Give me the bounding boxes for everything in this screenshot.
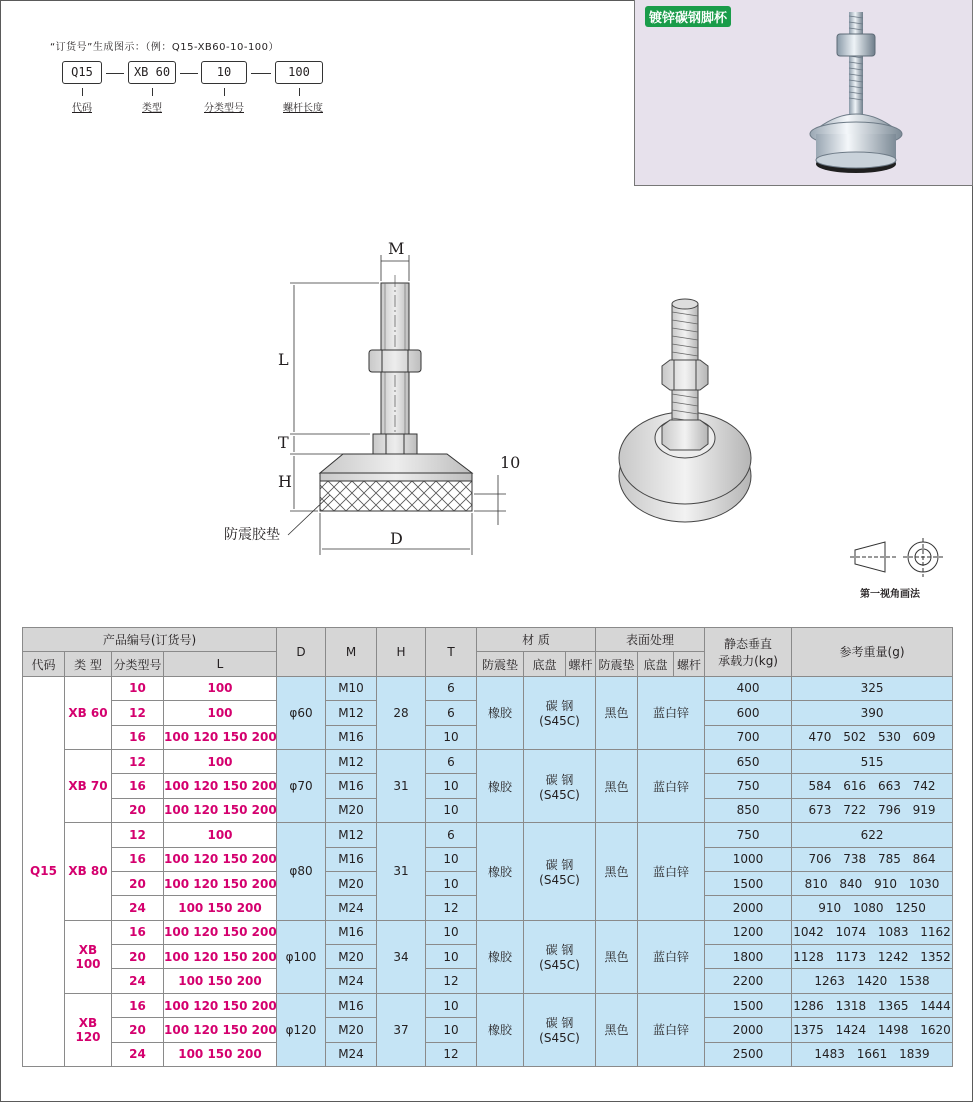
header-surface-pad: 防震垫: [596, 652, 638, 676]
cell-load: 2500: [705, 1042, 792, 1066]
cell-weight: 810 840 910 1030: [792, 871, 953, 895]
table-row: [23, 920, 953, 944]
cell-t: 12: [426, 896, 477, 920]
cell-load: 2000: [705, 896, 792, 920]
cell-l: 100: [164, 749, 277, 773]
header-subtype: 分类型号: [112, 652, 164, 676]
code-label-type: 类型: [142, 103, 162, 114]
cell-weight: 1375 1424 1498 1620: [792, 1018, 953, 1042]
dim-label-l: L: [278, 350, 289, 369]
cell-m: M12: [326, 749, 377, 773]
code-box-subtype: 10: [201, 61, 247, 84]
cell-m: M16: [326, 774, 377, 798]
cell-h: 37: [377, 993, 426, 1066]
cell-l: 100 120 150 200: [164, 798, 277, 822]
cell-material-pad: 橡胶: [477, 993, 524, 1066]
cell-weight: 515: [792, 749, 953, 773]
header-d: D: [277, 628, 326, 677]
cell-load: 750: [705, 774, 792, 798]
cell-d: φ100: [277, 920, 326, 993]
cell-load: 650: [705, 749, 792, 773]
cell-material-pad: 橡胶: [477, 920, 524, 993]
cell-t: 6: [426, 676, 477, 700]
cell-t: 10: [426, 945, 477, 969]
code-label-length: 螺杆长度: [283, 103, 323, 114]
cell-material-pad: 橡胶: [477, 749, 524, 822]
code-dash: [106, 73, 124, 74]
cell-l: 100: [164, 823, 277, 847]
cell-material-pad: 橡胶: [477, 823, 524, 921]
spec-table-body: [23, 676, 953, 1066]
header-base: 底盘: [524, 652, 566, 676]
header-type: 类 型: [65, 652, 112, 676]
cell-load: 1000: [705, 847, 792, 871]
cell-d: φ80: [277, 823, 326, 921]
cell-m: M12: [326, 823, 377, 847]
cell-l: 100 120 150 200: [164, 993, 277, 1017]
product-photo-image: [635, 0, 973, 186]
cell-l: 100: [164, 701, 277, 725]
cell-type: XB 100: [65, 920, 112, 993]
cell-subtype: 16: [112, 993, 164, 1017]
header-l: L: [164, 652, 277, 676]
code-dash: [180, 73, 198, 74]
cell-weight: 390: [792, 701, 953, 725]
cell-surface-base-screw: 蓝白锌: [638, 920, 705, 993]
cell-m: M16: [326, 847, 377, 871]
technical-drawing-3d: [608, 298, 758, 538]
cell-weight: 1263 1420 1538: [792, 969, 953, 993]
cell-subtype: 16: [112, 725, 164, 749]
cell-d: φ60: [277, 676, 326, 749]
cell-d: φ70: [277, 749, 326, 822]
header-t: T: [426, 628, 477, 677]
cell-material-base: 碳 钢: [545, 772, 574, 787]
cell-t: 10: [426, 1018, 477, 1042]
header-material: 材 质: [477, 628, 596, 652]
cell-type: XB 80: [65, 823, 112, 921]
cell-m: M24: [326, 896, 377, 920]
code-label-subtype: 分类型号: [204, 103, 244, 114]
cell-subtype: 12: [112, 701, 164, 725]
code-label-code: 代码: [72, 103, 92, 114]
cell-h: 31: [377, 823, 426, 921]
table-row: [23, 993, 953, 1017]
cell-t: 10: [426, 920, 477, 944]
cell-weight: 1483 1661 1839: [792, 1042, 953, 1066]
cell-m: M24: [326, 969, 377, 993]
cell-material-base-sub: (S45C): [539, 714, 580, 729]
order-code-title: “订货号”生成图示：（例：Q15-XB60-10-100）: [50, 42, 280, 53]
code-box-code: Q15: [62, 61, 102, 84]
cell-weight: 470 502 530 609: [792, 725, 953, 749]
cell-weight: 1128 1173 1242 1352: [792, 945, 953, 969]
cell-load: 1800: [705, 945, 792, 969]
cell-l: 100 120 150 200: [164, 871, 277, 895]
dim-label-10: 10: [500, 453, 521, 472]
cell-h: 28: [377, 676, 426, 749]
cell-material-base-sub: (S45C): [539, 872, 580, 887]
cell-subtype: 24: [112, 1042, 164, 1066]
cell-weight: 910 1080 1250: [792, 896, 953, 920]
cell-material-base-sub: (S45C): [539, 787, 580, 802]
cell-t: 10: [426, 725, 477, 749]
cell-subtype: 12: [112, 749, 164, 773]
cell-l: 100 120 150 200: [164, 725, 277, 749]
cell-m: M20: [326, 1018, 377, 1042]
cell-surface-base-screw: 蓝白锌: [638, 993, 705, 1066]
cell-load: 700: [705, 725, 792, 749]
first-angle-projection-icon: [850, 538, 945, 578]
cell-load: 1200: [705, 920, 792, 944]
cell-subtype: 12: [112, 823, 164, 847]
table-row: [23, 676, 953, 700]
cell-surface-pad: 黑色: [596, 993, 638, 1066]
cell-t: 10: [426, 774, 477, 798]
header-load-line1: 静态垂直: [724, 636, 773, 651]
projection-label: 第一视角画法: [860, 589, 920, 600]
cell-material-base: 碳 钢: [545, 943, 574, 958]
cell-type: XB 60: [65, 676, 112, 749]
cell-l: 100: [164, 676, 277, 700]
dim-label-d: D: [390, 529, 403, 548]
cell-m: M20: [326, 798, 377, 822]
cell-l: 100 120 150 200: [164, 774, 277, 798]
cell-load: 750: [705, 823, 792, 847]
cell-l: 100 120 150 200: [164, 847, 277, 871]
cell-material-base: 碳 钢: [545, 699, 574, 714]
product-photo-box: [634, 0, 973, 186]
cell-load: 2200: [705, 969, 792, 993]
cell-m: M16: [326, 725, 377, 749]
code-tick: [224, 88, 225, 96]
cell-l: 100 120 150 200: [164, 1018, 277, 1042]
cell-m: M12: [326, 701, 377, 725]
cell-weight: 325: [792, 676, 953, 700]
cell-t: 6: [426, 749, 477, 773]
cell-subtype: 20: [112, 1018, 164, 1042]
cell-surface-base-screw: 蓝白锌: [638, 823, 705, 921]
cell-material-base-screw: [524, 993, 596, 1066]
header-product-code: 产品编号(订货号): [23, 628, 277, 652]
header-pad: 防震垫: [477, 652, 524, 676]
code-dash: [251, 73, 271, 74]
cell-t: 10: [426, 871, 477, 895]
cell-subtype: 10: [112, 676, 164, 700]
cell-d: φ120: [277, 993, 326, 1066]
product-photo-tag: 镀锌碳钢脚杯: [645, 6, 731, 27]
cell-subtype: 20: [112, 871, 164, 895]
code-box-length: 100: [275, 61, 323, 84]
header-load-line2: 承载力(kg): [718, 653, 778, 668]
cell-type: XB 70: [65, 749, 112, 822]
cell-t: 12: [426, 969, 477, 993]
cell-l: 100 150 200: [164, 896, 277, 920]
dim-label-m: M: [388, 239, 405, 258]
header-surface: 表面处理: [596, 628, 705, 652]
cell-t: 10: [426, 847, 477, 871]
cell-t: 6: [426, 701, 477, 725]
table-row: [23, 823, 953, 847]
header-code: 代码: [23, 652, 65, 676]
cell-material-base-screw: [524, 676, 596, 749]
cell-l: 100 150 200: [164, 1042, 277, 1066]
cell-l: 100 120 150 200: [164, 945, 277, 969]
cell-weight: 622: [792, 823, 953, 847]
cell-m: M16: [326, 993, 377, 1017]
cell-surface-pad: 黑色: [596, 920, 638, 993]
cell-l: 100 150 200: [164, 969, 277, 993]
cell-code: Q15: [23, 676, 65, 1066]
cell-material-base: 碳 钢: [545, 857, 574, 872]
cell-type: XB 120: [65, 993, 112, 1066]
cell-weight: 1286 1318 1365 1444: [792, 993, 953, 1017]
cell-load: 1500: [705, 993, 792, 1017]
cell-t: 10: [426, 993, 477, 1017]
cell-weight: 584 616 663 742: [792, 774, 953, 798]
cell-m: M16: [326, 920, 377, 944]
header-load: [705, 628, 792, 677]
cell-t: 12: [426, 1042, 477, 1066]
dim-label-h: H: [278, 472, 292, 491]
cell-m: M20: [326, 945, 377, 969]
cell-surface-base-screw: 蓝白锌: [638, 676, 705, 749]
cell-h: 31: [377, 749, 426, 822]
cell-subtype: 20: [112, 798, 164, 822]
cell-surface-pad: 黑色: [596, 749, 638, 822]
cell-subtype: 16: [112, 774, 164, 798]
cell-weight: 706 738 785 864: [792, 847, 953, 871]
cell-weight: 673 722 796 919: [792, 798, 953, 822]
cell-material-base-sub: (S45C): [539, 958, 580, 973]
cell-t: 6: [426, 823, 477, 847]
cell-subtype: 24: [112, 969, 164, 993]
spec-table: [22, 627, 953, 1067]
cell-subtype: 16: [112, 920, 164, 944]
cell-material-base-screw: [524, 749, 596, 822]
dim-label-t: T: [278, 433, 289, 452]
header-weight: 参考重量(g): [792, 628, 953, 677]
cell-m: M10: [326, 676, 377, 700]
cell-load: 850: [705, 798, 792, 822]
cell-surface-pad: 黑色: [596, 676, 638, 749]
header-screw: 螺杆: [566, 652, 596, 676]
cell-material-base: 碳 钢: [545, 1016, 574, 1031]
cell-load: 1500: [705, 871, 792, 895]
cell-subtype: 16: [112, 847, 164, 871]
code-tick: [299, 88, 300, 96]
cell-subtype: 24: [112, 896, 164, 920]
pad-label: 防震胶垫: [224, 527, 280, 543]
cell-material-base-sub: (S45C): [539, 1031, 580, 1046]
cell-m: M20: [326, 871, 377, 895]
cell-load: 2000: [705, 1018, 792, 1042]
cell-material-base-screw: [524, 920, 596, 993]
cell-t: 10: [426, 798, 477, 822]
cell-material-base-screw: [524, 823, 596, 921]
cell-load: 400: [705, 676, 792, 700]
cell-surface-base-screw: 蓝白锌: [638, 749, 705, 822]
header-surface-base: 底盘: [638, 652, 674, 676]
code-tick: [152, 88, 153, 96]
header-h: H: [377, 628, 426, 677]
code-box-type: XB 60: [128, 61, 176, 84]
cell-material-pad: 橡胶: [477, 676, 524, 749]
cell-l: 100 120 150 200: [164, 920, 277, 944]
table-row: [23, 749, 953, 773]
technical-drawing-side: [190, 235, 510, 565]
cell-weight: 1042 1074 1083 1162: [792, 920, 953, 944]
cell-surface-pad: 黑色: [596, 823, 638, 921]
code-tick: [82, 88, 83, 96]
header-m: M: [326, 628, 377, 677]
cell-h: 34: [377, 920, 426, 993]
cell-load: 600: [705, 701, 792, 725]
cell-m: M24: [326, 1042, 377, 1066]
header-surface-screw: 螺杆: [674, 652, 705, 676]
cell-subtype: 20: [112, 945, 164, 969]
